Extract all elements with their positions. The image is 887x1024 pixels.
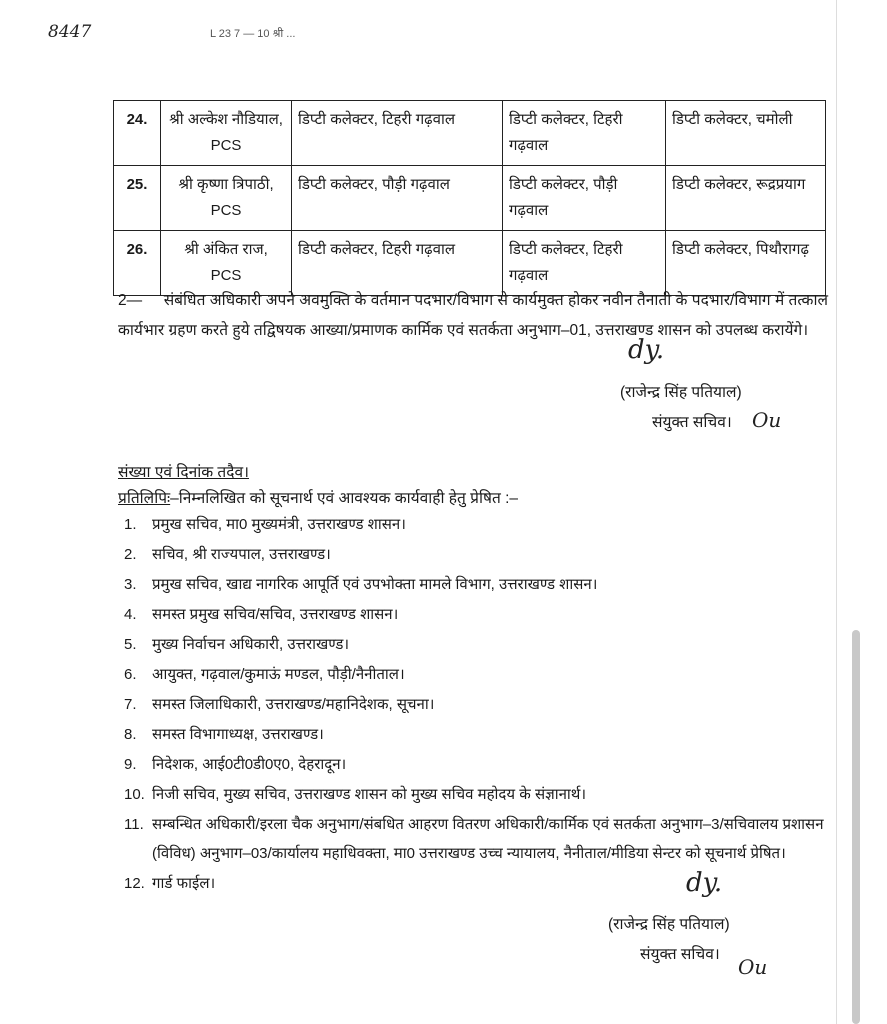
current-post: डिप्टी कलेक्टर, टिहरी गढ़वाल [292, 231, 503, 296]
serial-number: 25. [114, 166, 161, 231]
list-item-number: 1. [124, 516, 137, 533]
list-item-text: प्रमुख सचिव, मा0 मुख्यमंत्री, उत्तराखण्ड शासन। [152, 516, 406, 533]
list-item-text: मुख्य निर्वाचन अधिकारी, उत्तराखण्ड। [152, 636, 350, 653]
new-post: डिप्टी कलेक्टर, चमोली [666, 101, 826, 166]
officer-name: श्री कृष्णा त्रिपाठी, PCS [161, 166, 292, 231]
new-post: डिप्टी कलेक्टर, पिथौरागढ़ [666, 231, 826, 296]
table-row [114, 166, 826, 231]
list-item-number: 5. [124, 636, 137, 653]
list-item-text: समस्त विभागाध्यक्ष, उत्तराखण्ड। [152, 726, 324, 743]
page-ref-handwritten: 8447 [48, 22, 92, 42]
current-post: डिप्टी कलेक्टर, पौड़ी गढ़वाल [292, 166, 503, 231]
list-item [118, 630, 828, 659]
officer-name: श्री अंकित राज, PCS [161, 231, 292, 296]
signature-initials: dy. [628, 335, 665, 365]
list-item-number: 10. [124, 786, 145, 803]
list-item-number: 7. [124, 696, 137, 713]
transfer-table [113, 100, 826, 296]
list-item [118, 660, 828, 689]
copy-heading: प्रतिलिपिः [118, 490, 171, 507]
table-row [114, 101, 826, 166]
list-item-text: सम्बन्धित अधिकारी/इरला चैक अनुभाग/संबधित आहरण वितरण अधिकारी/कार्मिक एवं सतर्कता अनुभाग–3/सचिवालय प्रशासन (विविध) अनुभाग–03/कार्यालय महाधिवक्ता, मा0 उत्तराखण्ड उच्च न्यायालय, नैनीताल/मीडिया सेन्टर को सूचनार्थ प्रेषित। [152, 816, 824, 862]
list-item-number: 11. [124, 816, 144, 833]
reference-line: संख्या एवं दिनांक तदैव। [118, 464, 249, 481]
list-item [118, 750, 828, 779]
serial-number: 24. [114, 101, 161, 166]
signature-mark: Ou [752, 408, 782, 432]
list-item-text: समस्त जिलाधिकारी, उत्तराखण्ड/महानिदेशक, सूचना। [152, 696, 435, 713]
serial-number: 26. [114, 231, 161, 296]
signature-initials: dy. [686, 868, 723, 898]
list-item [118, 720, 828, 749]
list-item-text: प्रमुख सचिव, खाद्य नागरिक आपूर्ति एवं उपभोक्ता मामले विभाग, उत्तराखण्ड शासन। [152, 576, 598, 593]
list-item-number: 4. [124, 606, 137, 623]
list-item [118, 600, 828, 629]
signatory-title: संयुक्त सचिव। [652, 414, 732, 431]
list-item-number: 9. [124, 756, 137, 773]
copy-intro: –निम्नलिखित को सूचनार्थ एवं आवश्यक कार्यवाही हेतु प्रेषित :– [170, 490, 519, 507]
list-item-number: 2. [124, 546, 137, 563]
list-item-number: 6. [124, 666, 137, 683]
paragraph-2: 2— संबंधित अधिकारी अपने अवमुक्ति के वर्तमान पदभार/विभाग से कार्यमुक्त होकर नवीन तैनाती के पदभार/विभाग में तत्काल कार्यभार ग्रहण करते हुये तद्विषयक आख्या/प्रमाणक कार्मिक एवं सतर्कता अनुभाग–01, उत्तराखण्ड शासन को उपलब्ध करायेंगे। [118, 292, 833, 339]
list-item-number: 12. [124, 875, 145, 892]
relieved-post: डिप्टी कलेक्टर, टिहरी गढ़वाल [503, 231, 666, 296]
signature-mark: Ou [738, 955, 768, 979]
relieved-post: डिप्टी कलेक्टर, टिहरी गढ़वाल [503, 101, 666, 166]
copy-to-line [118, 486, 518, 508]
new-post: डिप्टी कलेक्टर, रूद्रप्रयाग [666, 166, 826, 231]
scrollbar[interactable] [852, 630, 860, 1024]
stamp-marks: L 23 7 — 10 श्री ... [210, 28, 296, 40]
list-item [118, 690, 828, 719]
list-item-number: 8. [124, 726, 137, 743]
list-item-text: निजी सचिव, मुख्य सचिव, उत्तराखण्ड शासन को मुख्य सचिव महोदय के संज्ञानार्थ। [152, 786, 587, 803]
list-item [118, 540, 828, 569]
copy-recipient-list [118, 510, 828, 899]
signatory-name: (राजेन्द्र सिंह पतियाल) [608, 916, 730, 933]
signatory-title: संयुक्त सचिव। [640, 946, 720, 963]
list-item-text: आयुक्त, गढ़वाल/कुमाऊं मण्डल, पौड़ी/नैनीताल। [152, 666, 405, 683]
list-item [118, 570, 828, 599]
signatory-name: (राजेन्द्र सिंह पतियाल) [620, 384, 742, 401]
relieved-post: डिप्टी कलेक्टर, पौड़ी गढ़वाल [503, 166, 666, 231]
list-item-text: गार्ड फाईल। [152, 875, 216, 892]
list-item [118, 510, 828, 539]
officer-name: श्री अल्केश नौडियाल, PCS [161, 101, 292, 166]
current-post: डिप्टी कलेक्टर, टिहरी गढ़वाल [292, 101, 503, 166]
list-item [118, 780, 828, 809]
list-item [118, 810, 828, 868]
list-item-number: 3. [124, 576, 137, 593]
list-item-text: निदेशक, आई0टी0डी0ए0, देहरादून। [152, 756, 347, 773]
list-item-text: समस्त प्रमुख सचिव/सचिव, उत्तराखण्ड शासन। [152, 606, 399, 623]
list-item-text: सचिव, श्री राज्यपाल, उत्तराखण्ड। [152, 546, 331, 563]
